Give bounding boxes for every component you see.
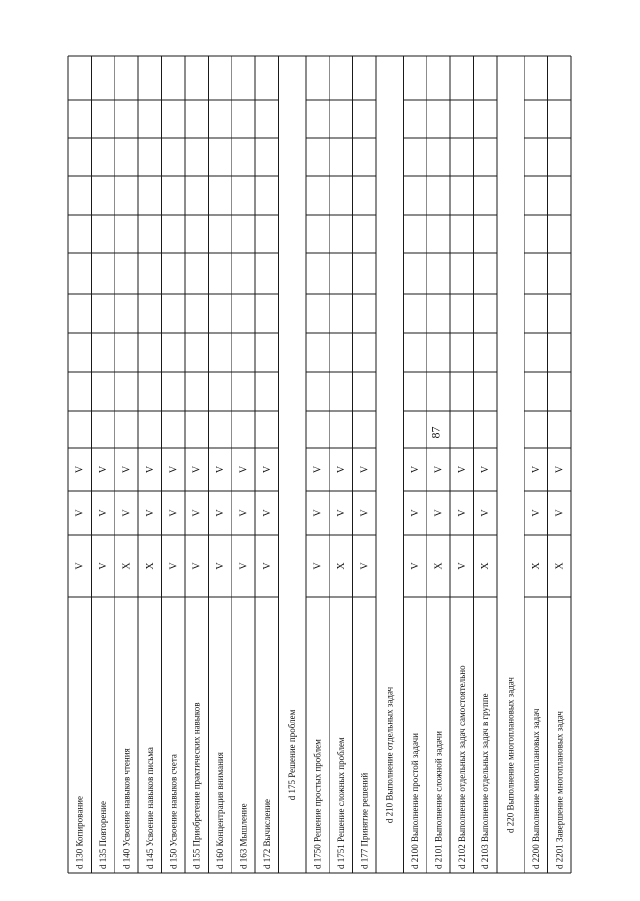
mark-v: V [433,509,445,517]
mark-v: V [74,465,86,474]
row-label: d 2102 Выполнение отдельных задач самостоятельно [456,665,467,869]
mark-v: V [74,509,86,517]
row-label: d 135 Повторение [98,801,109,869]
mark-v: V [359,562,371,570]
mark-v: V [238,562,250,570]
mark-v: V [456,465,468,474]
mark-v: V [215,509,227,517]
row-label: d 150 Усвоение навыков счета [168,754,179,869]
row-label: d 145 Усвоение навыков письма [144,747,155,869]
mark-v: V [433,465,445,474]
row-label: d 155 Приобретение практических навыков [191,702,202,869]
mark-v: V [554,465,566,474]
mark-x: X [480,562,492,570]
section-heading: d 175 Решение проблем [287,709,298,801]
mark-v: V [480,465,492,474]
mark-x: X [121,562,133,570]
mark-v: V [530,509,542,517]
mark-v: V [456,509,468,517]
mark-v: V [74,562,86,570]
mark-v: V [121,465,133,474]
mark-x: X [554,562,566,570]
row-label: d 1751 Решение сложных проблем [335,737,346,869]
mark-v: V [359,465,371,474]
row-label: d 2101 Выполнение сложной задачи [433,731,444,869]
row-label: d 160 Концентрация внимания [215,752,226,869]
mark-v: V [261,465,273,474]
mark-v: V [144,509,156,517]
mark-v: V [261,509,273,517]
row-label: d 2200 Выполнение многоплановых задач [530,708,541,869]
mark-v: V [410,509,422,517]
mark-v: V [312,509,324,517]
row-label: d 163 Мышление [238,803,249,869]
mark-v: V [191,562,203,570]
row-label: d 140 Усвоение навыков чтения [121,748,132,869]
mark-v: V [410,465,422,474]
mark-v: V [98,509,110,517]
row-label: d 2103 Выполнение отдельных задач в группе [480,693,491,869]
row-label: d 177 Принятие решений [359,772,370,869]
mark-x: X [530,562,542,570]
mark-v: V [168,465,180,474]
mark-v: V [261,562,273,570]
mark-v: V [335,509,347,517]
row-label: d 172 Вычисление [261,798,272,869]
mark-v: V [238,509,250,517]
mark-v: V [554,509,566,517]
mark-v: V [480,509,492,517]
row-label: d 1750 Решение простых проблем [312,739,323,869]
mark-v: V [312,562,324,570]
section-heading: d 210 Выполнение отдельных задач [384,686,395,824]
mark-v: V [191,509,203,517]
mark-v: V [312,465,324,474]
mark-v: V [335,465,347,474]
mark-v: V [238,465,250,474]
row-label: d 2100 Выполнение простой задачи [410,733,421,869]
mark-v: V [98,562,110,570]
mark-v: V [215,562,227,570]
mark-v: V [530,465,542,474]
section-heading: d 220 Выполнение многоплановых задач [505,677,516,833]
mark-x: X [335,562,347,570]
mark-v: V [144,465,156,474]
mark-v: V [456,562,468,570]
mark-v: V [215,465,227,474]
mark-x: X [144,562,156,570]
row-label: d 2201 Завершение многоплановых задач [554,711,565,869]
mark-v: V [359,509,371,517]
mark-v: V [121,509,133,517]
mark-v: V [168,562,180,570]
mark-x: X [433,562,445,570]
mark-v: V [168,509,180,517]
mark-v: V [410,562,422,570]
page-number: 87 [428,426,443,439]
mark-v: V [98,465,110,474]
mark-v: V [191,465,203,474]
row-label: d 130 Копирование [74,796,85,869]
